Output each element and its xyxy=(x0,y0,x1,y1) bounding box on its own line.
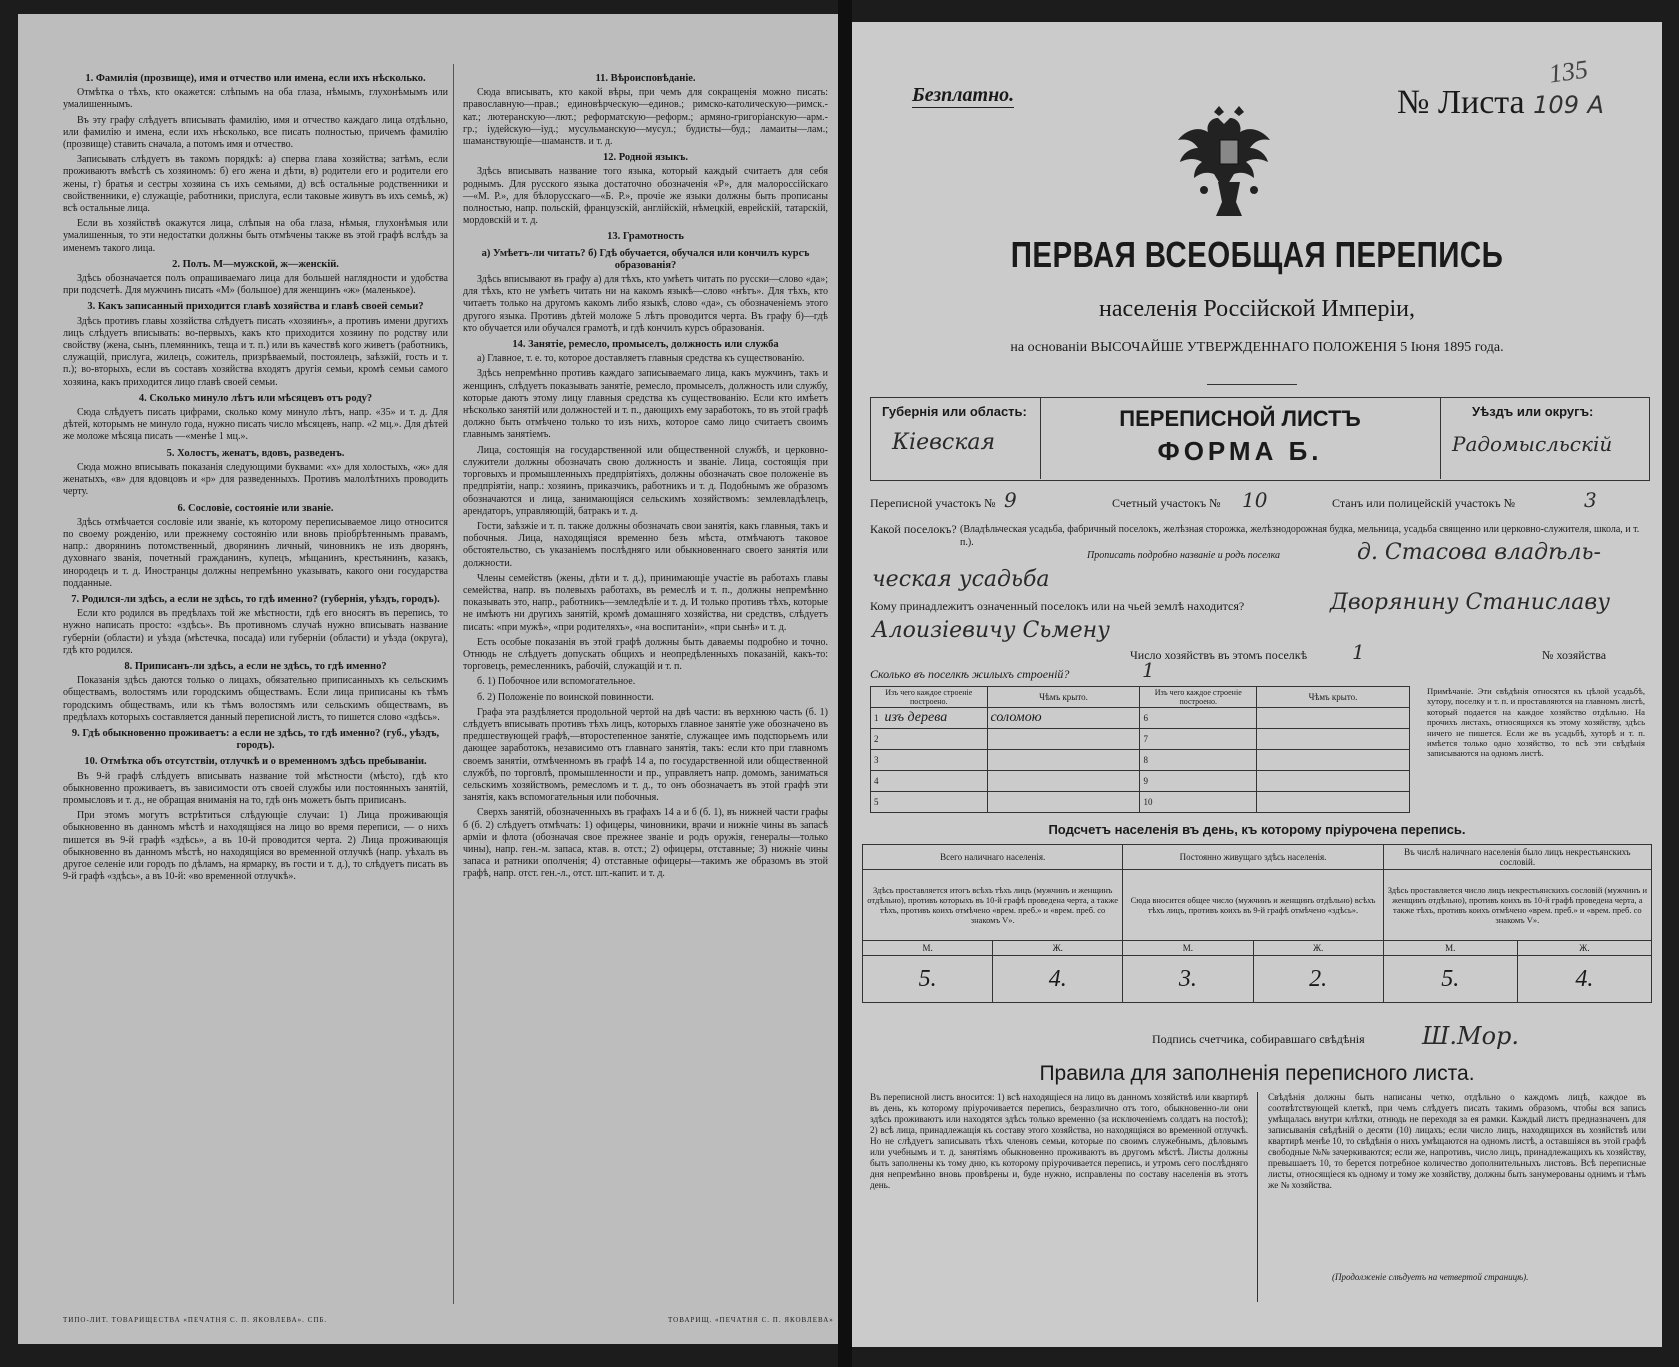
buildings-table xyxy=(870,686,1410,813)
signature-label: Подпись счетчика, собиравшаго свѣдѣнія xyxy=(1152,1032,1365,1046)
population-table xyxy=(862,844,1652,1003)
pop-desc-present: Здѣсь проставляется итогъ всѣхъ тѣхъ лицъ (мужчинъ и женщинъ отдѣльно), противъ которыхъ въ 10-й графѣ проведена черта, а также тѣхъ, противъ коихъ отмѣчено «врем. преб.» и «врем. преб. со знакомъ V». xyxy=(863,870,1123,941)
paragraph: Есть особые показанія въ этой графѣ должны быть даваемы подробно и точно. Отнюдь не слѣдуетъ допускать общихъ и неопредѣленныхъ показаній, какъ-то: торговецъ, ремесленникъ, рабочій, служащій и т. п. xyxy=(463,636,828,673)
buildings-row xyxy=(871,771,1410,792)
paragraph: Гости, заѣзжіе и т. п. также должны обозначать свои занятія, какъ главныя, такъ и побочныя. Лица, находящіяся временно безъ мѣста, отмѣчаютъ таковое обстоятельство, съ указаніемъ послѣдняго или обыкновеннаго своего занятія или должности. xyxy=(463,520,828,569)
rules-column-1: Въ переписной листъ вносится: 1) всѣ находящіеся на лицо въ данномъ хозяйствѣ или квартирѣ въ день, къ которому пріурочивается перепись, безразлично отъ того, обыкновенно-ли они здѣсь проживаютъ или находятся здѣсь только временно (за исключеніемъ солдатъ на постоѣ); 2) всѣ лица, принадлежащія къ составу этого хозяйства, но находящіяся во временной отлучкѣ. Но не слѣдуетъ записывать тѣхъ членовъ семьи, которые по своимъ служебнымъ, дѣловымъ или учебнымъ и т. д. занятіямъ обыкновенно проживаютъ въ другомъ мѣстѣ. Листы должны быть заполнены къ тому дню, къ которому пріурочивается перепись, и утромъ сего послѣдняго дня непремѣнно вновь провѣрены и, буде нужно, исправлены по составу населенія въ этотъ день. xyxy=(870,1092,1248,1190)
header-divider-right xyxy=(1440,398,1441,479)
paragraph: Лица, состоящія на государственной или общественной службѣ, и церковно-служители должны обозначать свою должность и званіе. Лица, состоящія при торговыхъ и промышленныхъ предпріятіяхъ, должны обозначать свое положеніе въ предпріятіи, напр.: хозяинъ, приказчикъ, работникъ и т. д. Подобнымъ же образомъ обозначаются и лица, занимающіяся сельскимъ хозяйствомъ: землевладѣлецъ, арендаторъ, управляющій, батракъ и т. д. xyxy=(463,444,828,517)
uezd-label: Уѣздъ или округъ: xyxy=(1472,404,1594,419)
section-heading: 10. Отмѣтка объ отсутствіи, отлучкѣ и о временномъ здѣсь пребываніи. xyxy=(84,756,427,768)
building-material xyxy=(871,771,988,792)
paragraph: Если кто родился въ предѣлахъ той же мѣстности, гдѣ его вносятъ въ перепись, то нужно написать просто: «здѣсь». Въ противномъ случаѣ нужно вписывать название губерніи (области) и уѣзда (мѣстечка, посада) или губерніи (области) и уѣзда (округа), гдѣ кто родился. xyxy=(63,608,448,656)
printer-imprint-left: ТИПО-ЛИТ. ТОВАРИЩЕСТВА «ПЕЧАТНЯ С. П. ЯКОВЛЕВА». СПБ. xyxy=(63,1316,328,1324)
owner-label: Кому принадлежитъ означенный поселокъ или на чьей землѣ находится? xyxy=(870,599,1245,613)
settlement-value-1: д. Стасова владѣль- xyxy=(1357,540,1601,565)
building-roof-right xyxy=(1257,792,1410,813)
buildings-note: Примѣчаніе. Эти свѣдѣнія относятся къ цѣлой усадьбѣ, хутору, поселку и т. п. и проставляются на главномъ листѣ, который подается на каждое хозяйство отдѣльно. На прочихъ листахъ, относящихся къ этому хозяйству, здѣсь ничего не пишется. Если же въ усадьбѣ, хуторѣ и т. п. имѣется только одно хозяйство, то всѣ эти свѣдѣнія записываются на одномъ листѣ. xyxy=(1427,686,1645,759)
paragraph: При этомъ могутъ встрѣтиться слѣдующіе случаи: 1) Лица проживающія обыкновенно въ данномъ мѣстѣ и находящіяся на лицо во время переписи, — о нихъ пишется въ 9-й графѣ «здѣсь», а въ 10-й проводится черта. 2) Лица проживающія обыкновенно въ данномъ мѣстѣ, но находящіяся во временной отлучкѣ (напр. уѣхалъ въ другое селеніе или городъ по дѣламъ, на ярмарку, въ гости и т. д.), то слѣдуетъ писать въ 9-й графѣ «здѣсь», а въ 10-й: «во временной отлучкѣ». xyxy=(63,810,448,883)
paragraph: Члены семействъ (жены, дѣти и т. д.), принимающіе участіе въ работахъ главы семейства, напр. въ полевыхъ работахъ, въ ремеслѣ и т. п., должны непремѣнно показывать это, напр., работникъ—земледѣліе и т. д. И только противъ тѣхъ, которые не имѣютъ ни другихъ занятій, кромѣ домашняго хозяйства, ни средствъ, слѣдуетъ писать: «при мужѣ», «при родителяхъ», «на воспитаніи», «при сынѣ» и т. д. xyxy=(463,572,828,633)
building-material-right xyxy=(1140,750,1257,771)
paragraph: Въ эту графу слѣдуетъ вписывать фамилію, имя и отчество каждаго лица отдѣльно, или фамилію и имена, если ихъ нѣсколько, все писать полностью, причемъ фамилію (прозвище) ставить сначала, а потомъ имя и отчество. xyxy=(63,114,448,151)
rules-divider xyxy=(1257,1092,1258,1302)
section-heading: а) Умѣетъ-ли читать? б) Гдѣ обучается, обучался или кончилъ курсъ образованія? xyxy=(481,247,810,271)
gubernia-label: Губернія или область: xyxy=(882,404,1027,419)
buildings-label: Сколько въ поселкѣ жилыхъ строеній? xyxy=(870,667,1070,681)
sheet-number-value: 109 xyxy=(1533,91,1579,119)
settlement-hint: (Владѣльческая усадьба, фабричный поселокъ, желѣзная сторожка, желѣзнодорожная будка, мельница, усадьба священно или церковно-служителя, школа, и т. п.). xyxy=(960,524,1640,548)
section-heading: 8. Приписанъ-ли здѣсь, а если не здѣсь, то гдѣ именно? xyxy=(124,660,387,672)
stan-value: 3 xyxy=(1584,488,1597,512)
settlement-label: Какой поселокъ? xyxy=(870,522,957,536)
population-heading: Подсчетъ населенія въ день, къ которому пріурочена перепись. xyxy=(1048,822,1466,837)
row-number: 9 xyxy=(1143,775,1148,786)
section-heading: 5. Холостъ, женатъ, вдовъ, разведенъ. xyxy=(166,447,345,459)
pop-value: 4. xyxy=(1517,956,1651,1003)
pop-value: 5. xyxy=(863,956,993,1003)
paragraph: Показанія здѣсь даются только о лицахъ, обязательно приписанныхъ къ сельскимъ обществамъ, волостямъ или городскимъ обществамъ. Если лица приписаны къ тѣмъ городскимъ обществамъ, или къ тѣмъ волостямъ или сельскимъ обществамъ, въ предѣлахъ которыхъ составляется данный переписной листъ, то пишется слово «здѣсь». xyxy=(63,675,448,723)
building-roof xyxy=(987,792,1140,813)
right-page xyxy=(852,22,1662,1347)
buildings-row xyxy=(871,729,1410,750)
building-roof-right xyxy=(1257,729,1410,750)
building-material-right xyxy=(1140,771,1257,792)
section-heading: 1. Фамилія (прозвище), имя и отчество или имена, если ихъ нѣсколько. xyxy=(85,73,426,84)
building-material xyxy=(871,792,988,813)
sheet-number xyxy=(1397,84,1604,122)
left-page xyxy=(18,14,838,1344)
row-number: 1 xyxy=(874,713,879,723)
buildings-col-header-material: Изъ чего каждое строеніе построено. xyxy=(871,687,988,708)
section-heading: 11. Вѣроисповѣданіе. xyxy=(595,73,696,84)
paragraph: Въ 9-й графѣ слѣдуетъ вписывать название той мѣстности (мѣсто), гдѣ кто обыкновенно проживаетъ, въ зависимости отъ своей службы или постоянныхъ занятій, промысловъ и т. д., не обращая вниманія на то, гдѣ онъ можетъ быть приписанъ. xyxy=(63,770,448,806)
section-heading: 3. Какъ записанный приходится главѣ хозяйства и главѣ своей семьи? xyxy=(87,301,424,313)
buildings-row xyxy=(871,792,1410,813)
paragraph: Сюда слѣдуетъ писать цифрами, сколько кому минуло лѣтъ, напр. «35» и т. д. Для дѣтей, которымъ не минуло года, нужно писать число мѣсяцевъ, напр. «2 мц.». Для дѣтей же моложе мѣсяца писать —«менѣе 1 мц.». xyxy=(63,407,448,443)
building-material-right xyxy=(1140,708,1257,729)
building-roof xyxy=(987,729,1140,750)
stan-label: Станъ или полицейскій участокъ № xyxy=(1332,496,1516,510)
pop-value: 2. xyxy=(1253,956,1383,1003)
row-number: 5 xyxy=(874,797,879,807)
row-number: 8 xyxy=(1143,754,1148,765)
buildings-row xyxy=(871,708,1410,729)
household-number-label: № хозяйства xyxy=(1542,648,1607,662)
counter-signature: Ш.Мор. xyxy=(1422,1022,1520,1050)
sheet-number-suffix: А xyxy=(1587,91,1604,119)
building-roof-right xyxy=(1257,750,1410,771)
paragraph: Графа эта раздѣляется продольной чертой на двѣ части: въ верхнюю часть (б. 1) слѣдуетъ вписывать противъ тѣхъ лицъ, которыхъ главное занятіе уже обозначено въ предшествующей графѣ,—второстепенное занятіе, служащее имъ подспорьемъ или дающее заработокъ, независимо отъ главнаго занятія, такъ: если кто при главномъ своемъ занятіи, отмѣченномъ въ графѣ 14 а, по государственной или общественной службѣ, по торговлѣ, промышленности и пр., управляетъ напр. домомъ, заниматься сельскимъ хозяйствомъ, ремесломъ и т. д., то онъ обозначаетъ въ этой графѣ эти занятія, какъ вспомогательныя или побочныя. xyxy=(463,706,828,804)
pop-value: 3. xyxy=(1123,956,1253,1003)
owner-value-1: Дворянину Станиславу xyxy=(1330,590,1610,615)
building-material-right xyxy=(1140,792,1257,813)
paragraph: а) Главное, т. е. то, которое доставляетъ главныя средства къ существованію. xyxy=(477,353,805,365)
left-column-2 xyxy=(463,69,828,884)
corner-handwritten-number: 135 xyxy=(1547,54,1590,89)
building-roof xyxy=(987,750,1140,771)
pop-value: 4. xyxy=(993,956,1123,1003)
free-label: Безплатно. xyxy=(912,84,1015,106)
buildings-col-header-roof: Чѣмъ крыто. xyxy=(987,687,1140,708)
row-number: 6 xyxy=(1143,712,1148,723)
census-title: ПЕРВАЯ ВСЕОБЩАЯ ПЕРЕПИСЬ xyxy=(1010,234,1504,275)
row-number: 10 xyxy=(1143,796,1153,807)
paragraph: б. 2) Положеніе по воинской повинности. xyxy=(477,691,654,703)
pop-m-header-2: М. xyxy=(1123,941,1253,956)
pop-col-permanent: Постоянно живущаго здѣсь населенія. xyxy=(1123,845,1383,870)
form-title: ПЕРЕПИСНОЙ ЛИСТЪ xyxy=(1119,406,1361,431)
paragraph: Здѣсь непремѣнно противъ каждаго записываемаго лица, какъ мужчинъ, такъ и женщинъ, слѣдуетъ показывать занятіе, ремесло, промыселъ, должность или службу, которые даютъ этому лицу главныя средства къ существованію. Если кто имѣетъ нѣсколько занятій или должностей и т. п., дающихъ ему заработокъ, то въ этой графѣ должно быть отмѣчено только то изъ нихъ, которое само лицо считаетъ своимъ главнымъ занятіемъ. xyxy=(463,368,828,441)
uezd-value: Радомысльскій xyxy=(1452,432,1613,456)
paragraph: Если въ хозяйствѣ окажутся лица, слѣпыя на оба глаза, нѣмыя, глухонѣмыя или умалишенныя, то эти недостатки должны быть отмѣчены также въ этой графѣ вслѣдъ за именемъ такого лица. xyxy=(63,218,448,254)
pop-desc-permanent: Сюда вносится общее число (мужчинъ и женщинъ отдѣльно) всѣхъ тѣхъ лицъ, противъ коихъ въ 9-й графѣ отмѣчено «здѣсь». xyxy=(1123,870,1383,941)
pop-m-header-3: М. xyxy=(1383,941,1517,956)
building-roof xyxy=(987,771,1140,792)
building-roof-right xyxy=(1257,708,1410,729)
settlement-value-2: ческая усадьба xyxy=(872,567,1050,592)
census-subtitle-2: на основаніи ВЫСОЧАЙШЕ УТВЕРЖДЕННАГО ПОЛОЖЕНІЯ 5 Іюня 1895 года. xyxy=(1010,340,1504,355)
building-roof-value: соломою xyxy=(990,710,1042,725)
title-rule xyxy=(1207,384,1297,385)
building-material-value: изъ дерева xyxy=(884,710,948,725)
section-heading: 12. Родной языкъ. xyxy=(602,152,689,164)
section-heading: 6. Сословіе, состояніе или званіе. xyxy=(177,502,334,514)
pop-desc-non-peasant: Здѣсь проставляется число лицъ некрестьянскихъ сословій (мужчинъ и женщинъ отдѣльно), противъ коихъ въ 10-й графѣ проведена черта, а также тѣхъ, противъ коихъ отмѣчено «врем. преб.» и «врем. преб. со знакомъ V». xyxy=(1383,870,1651,941)
paragraph: Сюда вписывать, кто какой вѣры, при чемъ для сокращенія можно писать: православную—прав.; единовѣрческую—единов.; римско-католическую—римск.-кат.; лютеранскую—лют.; реформатскую—реформ.; армяно-григоріанскую—арм.-гр.; іудейскую—іуд.; мусульманскую—мусул.; будисты—буд.; ламаиты—лам.; шаманствующіе—шаманств. и т. д. xyxy=(463,87,828,148)
counting-district-value: 10 xyxy=(1242,488,1268,512)
paragraph: Здѣсь отмѣчается сословіе или званіе, къ которому переписываемое лицо относится по своему рожденію, или прежнему состоянію или вновь пріобрѣтеннымъ правамъ, напр.: дворянинъ потомственный, дворянинъ личный, чиновникъ не изъ дворянъ, духовнаго званія, почетный гражданинъ, купецъ, мѣщанинъ, крестьянинъ, казакъ, инородецъ и т. д. Иностранцы должны непремѣнно указывать, какого они государства подданные. xyxy=(63,516,448,589)
section-heading: 4. Сколько минуло лѣтъ или мѣсяцевъ отъ роду? xyxy=(138,392,373,404)
building-roof-right xyxy=(1257,771,1410,792)
buildings-value: 1 xyxy=(1142,658,1155,682)
column-divider xyxy=(453,64,454,1304)
paragraph: Здѣсь обозначается полъ опрашиваемаго лица для большей наглядности и удобства при подсчетѣ. Для мужчинъ писать «М» (большое) для женщинъ «ж» (маленькое). xyxy=(63,273,448,297)
households-value: 1 xyxy=(1352,640,1365,664)
book-gutter xyxy=(838,0,852,1367)
continuation-note: (Продолженіе слѣдуетъ на четвертой страницѣ). xyxy=(1332,1272,1529,1282)
left-column-1 xyxy=(63,69,448,886)
paragraph: Сюда можно вписывать показанія следующими буквами: «х» для холостыхъ, «ж» для женатыхъ, «в» для вдовцовъ и «р» для разведенныхъ. Противъ малолѣтнихъ проводить черту. xyxy=(63,461,448,498)
section-heading: 9. Гдѣ обыкновенно проживаетъ: а если не здѣсь, то гдѣ именно? (губ., уѣздъ, городъ). xyxy=(71,727,440,752)
row-number: 3 xyxy=(874,755,879,765)
building-material xyxy=(871,729,988,750)
pop-col-non-peasant: Въ числѣ наличнаго населенія было лицъ некрестьянскихъ сословій. xyxy=(1383,845,1651,870)
paragraph: Здѣсь противъ главы хозяйства слѣдуетъ писать «хозяинъ», а противъ имени другихъ лицъ слѣдуетъ вписывать: во-первыхъ, какъ кто приходится хозяину по родству или свойству (жена, сынъ, племянникъ, теща и т. п.) или въ качествѣ кого живетъ (работникъ, служащій, прислуга, жилецъ, сожитель, призрѣваемый, постоялецъ, заѣзжій, гость и т. п.); во-вторыхъ, если въ составъ хозяйства входятъ другія семьи, кромѣ семьи самого хозяина, какъ приходится лицо главѣ своей семьи. xyxy=(63,315,448,388)
row-number: 7 xyxy=(1143,733,1148,744)
building-material xyxy=(871,708,988,729)
section-heading: 14. Занятіе, ремесло, промыселъ, должность или служба xyxy=(512,339,779,351)
gubernia-value: Кіевская xyxy=(892,430,996,455)
buildings-col-header-roof-2: Чѣмъ крыто. xyxy=(1257,687,1410,708)
paragraph: б. 1) Побочное или вспомогательное. xyxy=(477,676,636,688)
section-heading: 13. Грамотность xyxy=(607,231,684,243)
printer-imprint-right: ТОВАРИЩ. «ПЕЧАТНЯ С. П. ЯКОВЛЕВА» xyxy=(668,1316,834,1324)
pop-f-header-1: Ж. xyxy=(993,941,1123,956)
double-headed-eagle-emblem-icon xyxy=(1174,104,1284,224)
building-material-right xyxy=(1140,729,1257,750)
buildings-col-header-material-2: Изъ чего каждое строеніе построено. xyxy=(1140,687,1257,708)
pop-col-present: Всего наличнаго населенія. xyxy=(863,845,1123,870)
building-roof xyxy=(987,708,1140,729)
paragraph: Здѣсь вписывают въ графу а) для тѣхъ, кто умѣетъ читать по русски—слово «да»; для тѣхъ, кто не умѣетъ читать ни на какомъ языкѣ—слово «нѣтъ». Для тѣхъ, кто читаетъ только на другомъ какомъ либо языкѣ, слово «да», съ обозначеніемъ этого другого языка. Противъ дѣтей моложе 5 лѣтъ проводится черта. Въ графу б)—гдѣ кто обучается или обучался грамотѣ, и гдѣ кончилъ курсъ образованія. xyxy=(463,274,828,334)
pop-f-header-2: Ж. xyxy=(1253,941,1383,956)
paragraph: Здѣсь вписывать название того языка, который каждый считаетъ для себя роднымъ. Для русского языка достаточно обозначенія «Р», для малороссійскаго—«М. Р.», для бѣлорусскаго—«Б. Р.», прочіе же языки должны быть прописаны полностью, напр. польскій, французскій, англійскій, нѣмецкій, еврейскій, татарскій, мордовскій и т. д. xyxy=(463,166,828,227)
paragraph: Записывать слѣдуетъ въ такомъ порядкѣ: а) сперва глава хозяйства; затѣмъ, если проживаютъ вмѣстѣ съ хозяиномъ: б) его жена и дѣти, в) родители его и родители его жены, г) братья и сестры хозяина съ ихъ семьями, д) всѣ остальные родственники и свойственники, е) служащіе, работники, прислуга, если таковые живутъ въ ихъ семьѣ, ж) всѣ остальные лица. xyxy=(63,154,448,215)
settlement-hint-2: Прописать подробно названіе и родъ поселка xyxy=(1087,550,1281,561)
pop-f-header-3: Ж. xyxy=(1517,941,1651,956)
rules-column-2: Свѣдѣнія должны быть написаны четко, отдѣльно о каждомъ лицѣ, каждое въ соотвѣтствующей клеткѣ, при чемъ слѣдуетъ писать такимъ образомъ, чтобы вся запись умѣщалась внутри клѣтки, отнюдь не переходя за ея рамки. Каждый листъ предназначенъ для записыванія свѣдѣній о десяти (10) лицахъ; если число лицъ, находящихся въ хозяйствѣ или квартирѣ менѣе 10, то свѣдѣнія о нихъ умѣщаются на одномъ листѣ, а оставшіяся въ этой графѣ свободные №№ зачеркиваются; если же, напротивъ, число лицъ, принадлежащихъ къ хозяйству, превышаетъ 10, то берется потребное количество дополнительныхъ листовъ. Всѣ переписные листы, относящіеся къ одному и тому же хозяйству, должны быть занумерованы однимъ и тѣмъ же № хозяйства. xyxy=(1268,1092,1646,1190)
sheet-label: № Листа xyxy=(1397,84,1525,121)
counting-district-label: Счетный участокъ № xyxy=(1112,496,1221,510)
pop-m-header-1: М. xyxy=(863,941,993,956)
buildings-row xyxy=(871,750,1410,771)
census-subtitle: населенія Россійской Имперіи, xyxy=(1099,296,1415,322)
rules-title: Правила для заполненія переписного листа. xyxy=(1039,1062,1475,1085)
census-district-value: 9 xyxy=(1004,488,1017,512)
form-type: ФОРМА Б. xyxy=(1157,436,1323,466)
paragraph: Отмѣтка о тѣхъ, кто окажется: слѣпымъ на оба глаза, нѣмымъ, глухонѣмымъ или умалишеннымъ. xyxy=(63,87,448,111)
row-number: 4 xyxy=(874,776,879,786)
section-heading: 7. Родился-ли здѣсь, а если не здѣсь, то гдѣ именно? (губернія, уѣздъ, городъ). xyxy=(71,593,440,605)
owner-value-2: Алоизіевичу Сьмену xyxy=(872,618,1110,643)
section-heading: 2. Полъ. М—мужской, ж—женскій. xyxy=(172,258,339,270)
building-material xyxy=(871,750,988,771)
paragraph: Сверхъ занятій, обозначенныхъ въ графахъ 14 а и б (б. 1), въ нижней части графы б (б. 2) слѣдуетъ отмѣчать: 1) офицеры, чиновники, врачи и нижніе чины въ запасѣ арміи и флота (обозначая свое прежнее званіе и родъ оружія, генералы—только чины), напр. ген.-м. запаса, ктав. в. отст.; 2) офицеры, отставные; 3) нижніе чины запаса и ратники ополченія; 4) отставные офицеры—такимъ же образомъ въ этой графѣ, напр. отст. ген.-л., отст. шт.-капит. и т. д. xyxy=(463,807,828,880)
pop-value: 5. xyxy=(1383,956,1517,1003)
households-label: Число хозяйствъ въ этомъ поселкѣ xyxy=(1130,648,1308,662)
census-district-label: Переписной участокъ № xyxy=(870,496,996,510)
row-number: 2 xyxy=(874,734,879,744)
